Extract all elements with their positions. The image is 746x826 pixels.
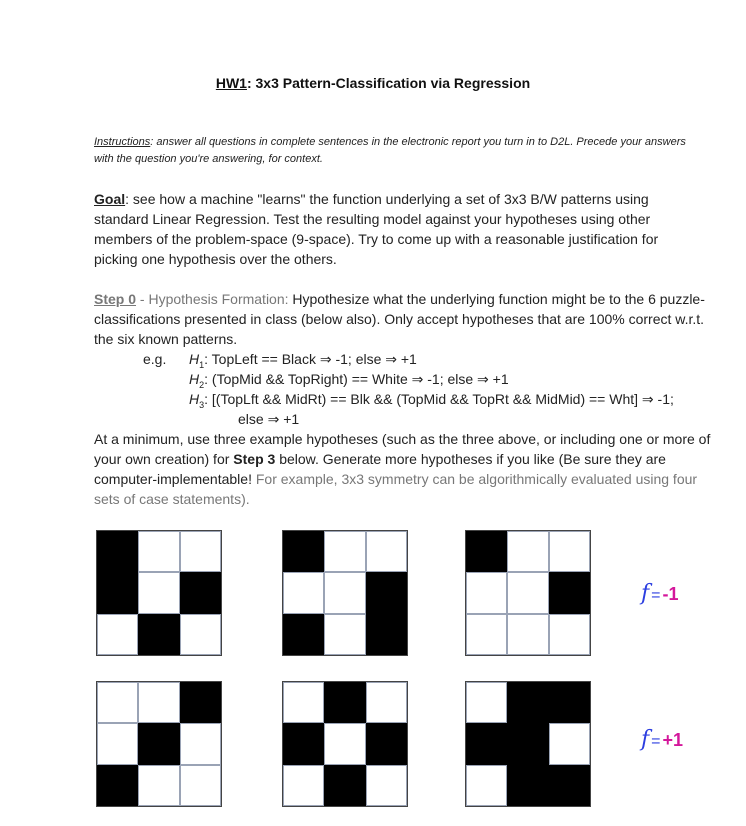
pattern-grid	[465, 681, 591, 807]
goal-text: : see how a machine "learns" the function underlying a set of 3x3 B/W patterns using standard Linear Regression. Test the resulting model against your hypotheses using other members of the problem-space (9-space). Try to come up with a reasonable justification for picking one hypothesis over the others.	[94, 191, 659, 267]
black-cell	[507, 765, 548, 806]
white-cell	[138, 531, 179, 572]
white-cell	[97, 682, 138, 723]
hypothesis-1-text: : TopLeft == Black ⇒ -1; else ⇒ +1	[204, 351, 417, 367]
white-cell	[180, 614, 221, 655]
black-cell	[283, 614, 324, 655]
white-cell	[549, 614, 590, 655]
instructions-label: Instructions	[94, 136, 151, 148]
white-cell	[466, 572, 507, 613]
white-cell	[97, 614, 138, 655]
hypothesis-3-name: H	[189, 391, 200, 407]
class-value: +1	[662, 730, 684, 750]
white-cell	[466, 614, 507, 655]
f-plus-one-label	[641, 726, 683, 752]
hypothesis-2-text: : (TopMid && TopRight) == White ⇒ -1; else ⇒ +1	[204, 371, 509, 387]
hypothesis-2-name: H	[189, 371, 200, 387]
f-symbol: f	[641, 727, 650, 752]
black-cell	[97, 531, 138, 572]
white-cell	[324, 723, 365, 764]
black-cell	[366, 572, 407, 613]
step0-paragraph	[94, 289, 709, 349]
minimum-text-2: below. Generate more hypotheses if you like (Be sure they are computer-implementable!	[94, 451, 666, 487]
white-cell	[324, 531, 365, 572]
step0-label: Step 0	[94, 291, 137, 307]
white-cell	[283, 765, 324, 806]
black-cell	[507, 682, 548, 723]
black-cell	[180, 682, 221, 723]
step3-ref: Step 3	[233, 451, 276, 467]
black-cell	[97, 765, 138, 806]
equals-sign: =	[651, 587, 661, 604]
black-cell	[283, 723, 324, 764]
white-cell	[180, 765, 221, 806]
black-cell	[366, 614, 407, 655]
black-cell	[507, 723, 548, 764]
black-cell	[549, 682, 590, 723]
hypothesis-2-sub: 2	[199, 379, 205, 390]
step0-subtitle: - Hypothesis Formation:	[136, 291, 289, 307]
step0-text: Hypothesize what the underlying function might be to the 6 puzzle-classifications presented in class (below also). Only accept hypotheses that are 100% correct w.r.t. the six known patterns.	[94, 291, 705, 347]
pattern-grid	[96, 530, 222, 656]
page-title	[0, 75, 746, 91]
example-prefix: e.g.	[143, 351, 167, 367]
pattern-grid	[282, 681, 408, 807]
pattern-grid	[282, 530, 408, 656]
black-cell	[324, 682, 365, 723]
white-cell	[366, 682, 407, 723]
title-text: : 3x3 Pattern-Classification via Regression	[246, 75, 531, 91]
white-cell	[324, 572, 365, 613]
white-cell	[138, 572, 179, 613]
white-cell	[324, 614, 365, 655]
hw-label: HW1	[215, 75, 247, 91]
black-cell	[549, 572, 590, 613]
black-cell	[466, 531, 507, 572]
black-cell	[466, 723, 507, 764]
minimum-paragraph	[94, 429, 724, 509]
white-cell	[138, 682, 179, 723]
hypothesis-1-sub: 1	[199, 359, 205, 370]
white-cell	[507, 572, 548, 613]
hypothesis-3-text: : [(TopLft && MidRt) == Blk && (TopMid && TopRt && MidMid) == Wht] ⇒ -1;	[204, 391, 674, 407]
instructions-text: : answer all questions in complete sentences in the electronic report you turn in to D2L. Precede your answers with the question you're answering, for context.	[94, 136, 686, 165]
black-cell	[180, 572, 221, 613]
instructions	[94, 134, 704, 168]
black-cell	[549, 765, 590, 806]
black-cell	[138, 723, 179, 764]
hypothesis-3-sub: 3	[199, 399, 205, 410]
black-cell	[97, 572, 138, 613]
white-cell	[283, 682, 324, 723]
pattern-grid	[96, 681, 222, 807]
hypothesis-3-continuation: else ⇒ +1	[238, 411, 300, 427]
white-cell	[180, 531, 221, 572]
white-cell	[549, 723, 590, 764]
white-cell	[466, 765, 507, 806]
white-cell	[180, 723, 221, 764]
goal-label: Goal	[94, 191, 126, 207]
white-cell	[283, 572, 324, 613]
white-cell	[366, 531, 407, 572]
equals-sign: =	[651, 733, 661, 750]
f-minus-one-label	[641, 580, 679, 606]
white-cell	[507, 614, 548, 655]
white-cell	[549, 531, 590, 572]
pattern-grid	[465, 530, 591, 656]
white-cell	[138, 765, 179, 806]
black-cell	[283, 531, 324, 572]
minimum-text-1: At a minimum, use three example hypotheses (such as the three above, or including one or more of your own creation) for	[94, 431, 711, 467]
hypothesis-1-name: H	[189, 351, 200, 367]
white-cell	[507, 531, 548, 572]
f-symbol: f	[641, 581, 650, 606]
white-cell	[97, 723, 138, 764]
minimum-gray-text: For example, 3x3 symmetry can be algorithmically evaluated using four sets of case statements).	[94, 471, 698, 507]
goal-paragraph	[94, 189, 704, 269]
white-cell	[366, 765, 407, 806]
white-cell	[466, 682, 507, 723]
black-cell	[366, 723, 407, 764]
black-cell	[138, 614, 179, 655]
black-cell	[324, 765, 365, 806]
class-value: -1	[662, 584, 679, 604]
